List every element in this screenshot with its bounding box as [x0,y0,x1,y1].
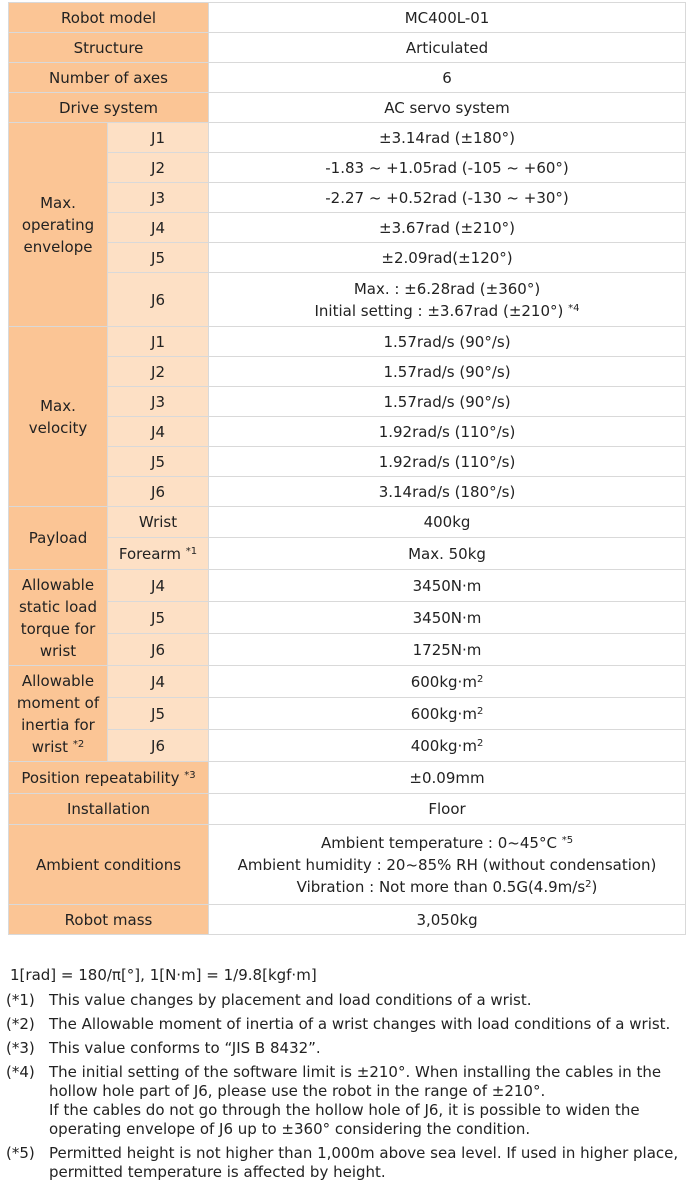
row-envelope-j4 [9,213,686,243]
installation-label: Installation [9,794,209,825]
robot-model-label: Robot model [9,3,209,33]
inertia-value-cell [209,666,686,698]
envelope-j6-max: Max. : ±6.28rad (±360°) [353,279,541,298]
envelope-value: ±3.67rad (±210°) [209,213,686,243]
velocity-value: 3.14rad/s (180°/s) [209,477,686,507]
footnote-text [49,1144,690,1182]
row-velocity-j5 [9,447,686,477]
note-ref: *5 [561,834,574,846]
footnote-line: This value conforms to “JIS B 8432”. [49,1039,321,1057]
footnote-2 [6,1015,690,1034]
inertia-label: Allowable moment of inertia for wrist [16,671,100,756]
payload-wrist-label: Wrist [108,507,209,538]
row-structure [9,33,686,63]
installation-value: Floor [209,794,686,825]
footnote-mark: (*5) [6,1144,35,1162]
inertia-value: 600kg·m [410,672,477,691]
envelope-j6-value [209,273,686,327]
structure-value: Articulated [209,33,686,63]
repeatability-label: Position repeatability [21,768,180,787]
inertia-value-cell [209,730,686,762]
ambient-vibration: Vibration : Not more than 0.5G(4.9m/s [296,877,586,896]
ambient-humidity: Ambient humidity : 20~85% RH (without condensation) [237,855,657,874]
footnote-mark: (*2) [6,1015,35,1033]
torque-value: 1725N·m [209,634,686,666]
unit-conversion: 1[rad] = 180/π[°], 1[N·m] = 1/9.8[kgf·m] [10,966,317,984]
payload-wrist-value: 400kg [209,507,686,538]
footnote-line: Permitted height is not higher than 1,000m above sea level. If used in higher place, permitted temperature is affected by height. [49,1144,679,1181]
footnote-mark: (*4) [6,1063,35,1081]
velocity-axis: J3 [108,387,209,417]
row-envelope-j2 [9,153,686,183]
row-inertia-j4 [9,666,686,698]
ambient-vibration-close: ) [591,877,598,896]
envelope-axis: J3 [108,183,209,213]
velocity-axis: J6 [108,477,209,507]
velocity-value: 1.57rad/s (90°/s) [209,327,686,357]
robot-model-value: MC400L-01 [209,3,686,33]
footnote-4 [6,1063,690,1139]
axes-label: Number of axes [9,63,209,93]
torque-value: 3450N·m [209,570,686,602]
velocity-value: 1.92rad/s (110°/s) [209,417,686,447]
row-inertia-j5 [9,698,686,730]
envelope-value: -2.27 ~ +0.52rad (-130 ~ +30°) [209,183,686,213]
payload-forearm-cell [108,538,209,570]
drive-value: AC servo system [209,93,686,123]
inertia-axis: J6 [108,730,209,762]
structure-label: Structure [9,33,209,63]
row-drive [9,93,686,123]
torque-value: 3450N·m [209,602,686,634]
velocity-label: Max. velocity [9,327,108,507]
footnote-1 [6,991,690,1010]
velocity-axis: J1 [108,327,209,357]
payload-forearm-label: Forearm [118,544,181,563]
ambient-temperature: Ambient temperature : 0~45°C [320,833,557,852]
inertia-axis: J5 [108,698,209,730]
inertia-axis: J4 [108,666,209,698]
footnote-line: The Allowable moment of inertia of a wrist changes with load conditions of a wrist. [49,1015,671,1033]
footnote-text [49,1039,690,1058]
footnote-3 [6,1039,690,1058]
row-repeatability [9,762,686,794]
row-robot-model [9,3,686,33]
row-torque-j6 [9,634,686,666]
unit-exponent: 2 [476,673,484,685]
envelope-j6-initial [211,300,683,322]
row-velocity-j2 [9,357,686,387]
repeatability-label-cell [9,762,209,794]
repeatability-value: ±0.09mm [209,762,686,794]
envelope-axis: J1 [108,123,209,153]
row-envelope-j6 [9,273,686,327]
inertia-value: 600kg·m [410,704,477,723]
unit-exponent: 2 [585,878,592,890]
velocity-value: 1.92rad/s (110°/s) [209,447,686,477]
footnote-text [49,1015,690,1034]
footnote-line: The initial setting of the software limit is ±210°. When installing the cables in the hollow hole part of J6, please use the robot in the range of ±210°. [49,1063,662,1100]
drive-label: Drive system [9,93,209,123]
note-ref: *3 [184,769,196,781]
footnote-mark: (*3) [6,1039,35,1057]
note-ref: *1 [185,545,198,557]
footnote-5 [6,1144,690,1182]
row-envelope-j5 [9,243,686,273]
spec-table [8,2,686,935]
ambient-temperature-line [211,832,683,854]
inertia-value-cell [209,698,686,730]
footnote-line: This value changes by placement and load conditions of a wrist. [49,991,532,1009]
row-ambient [9,825,686,905]
torque-axis: J6 [108,634,209,666]
velocity-value: 1.57rad/s (90°/s) [209,387,686,417]
inertia-label-cell [9,666,108,762]
row-installation [9,794,686,825]
footnote-text [49,1063,690,1139]
row-velocity-j1 [9,327,686,357]
envelope-j6-initial-text: Initial setting : ±3.67rad (±210°) [314,301,564,320]
footnote-line: If the cables do not go through the hollow hole of J6, it is possible to widen the operating envelope of J6 up to ±360° considering the condition. [49,1101,640,1138]
envelope-value: ±2.09rad(±120°) [209,243,686,273]
velocity-axis: J2 [108,357,209,387]
payload-label: Payload [9,507,108,570]
envelope-value: ±3.14rad (±180°) [209,123,686,153]
envelope-axis: J5 [108,243,209,273]
torque-axis: J4 [108,570,209,602]
ambient-label: Ambient conditions [9,825,209,905]
row-inertia-j6 [9,730,686,762]
envelope-label: Max. operating envelope [9,123,108,327]
footnote-mark: (*1) [6,991,35,1009]
row-payload-wrist [9,507,686,538]
torque-label: Allowable static load torque for wrist [9,570,108,666]
envelope-value: -1.83 ~ +1.05rad (-105 ~ +60°) [209,153,686,183]
inertia-value: 400kg·m [410,736,477,755]
envelope-axis: J6 [108,273,209,327]
envelope-axis: J2 [108,153,209,183]
unit-exponent: 2 [476,705,484,717]
note-ref: *2 [72,738,85,750]
row-mass [9,905,686,935]
row-velocity-j4 [9,417,686,447]
row-envelope-j1 [9,123,686,153]
note-ref: *4 [568,302,580,314]
envelope-axis: J4 [108,213,209,243]
ambient-vibration-line [211,876,683,898]
unit-exponent: 2 [476,737,484,749]
velocity-axis: J4 [108,417,209,447]
ambient-value [209,825,686,905]
velocity-axis: J5 [108,447,209,477]
row-payload-forearm [9,538,686,570]
row-velocity-j3 [9,387,686,417]
velocity-value: 1.57rad/s (90°/s) [209,357,686,387]
row-torque-j5 [9,602,686,634]
mass-label: Robot mass [9,905,209,935]
row-torque-j4 [9,570,686,602]
axes-value: 6 [209,63,686,93]
row-envelope-j3 [9,183,686,213]
torque-axis: J5 [108,602,209,634]
row-velocity-j6 [9,477,686,507]
payload-forearm-value: Max. 50kg [209,538,686,570]
row-axes [9,63,686,93]
footnote-text [49,991,690,1010]
mass-value: 3,050kg [209,905,686,935]
footnotes [6,966,690,1187]
